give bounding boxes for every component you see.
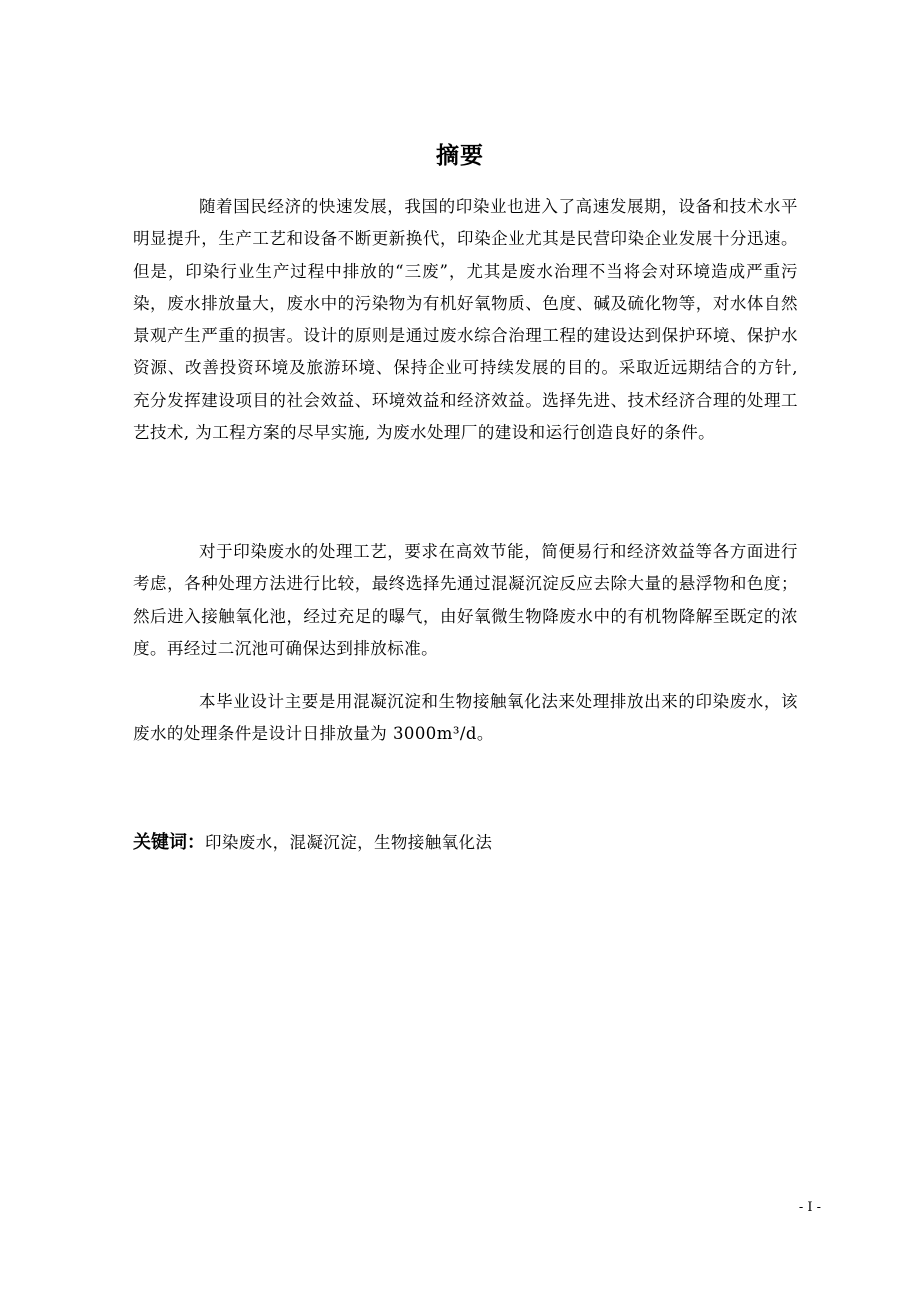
page-number: - I - [798, 1200, 821, 1215]
keywords-values: 印染废水，混凝沉淀，生物接触氧化法 [205, 833, 493, 852]
abstract-paragraph-2: 对于印染废水的处理工艺，要求在高效节能，简便易行和经济效益等各方面进行考虑，各种处理方法进行比较，最终选择先通过混凝沉淀反应去除大量的悬浮物和色度；然后进入接触氧化池，经过充足的曝气，由好氧微生物降废水中的有机物降解至既定的浓度。再经过二沉池可确保达到排放标准。 [133, 542, 798, 658]
keywords-label: 关键词： [133, 832, 205, 853]
abstract-paragraph-3: 本毕业设计主要是用混凝沉淀和生物接触氧化法来处理排放出来的印染废水，该废水的处理条件是设计日排放量为 3000m³/d。 [133, 692, 798, 744]
keywords-line [133, 827, 492, 859]
abstract-paragraph-1: 随着国民经济的快速发展，我国的印染业也进入了高速发展期，设备和技术水平明显提升，生产工艺和设备不断更新换代，印染企业尤其是民营印染企业发展十分迅速。但是，印染行业生产过程中排放的“三废”，尤其是废水治理不当将会对环境造成严重污染，废水排放量大，废水中的污染物为有机好氧物质、色度、碱及硫化物等，对水体自然景观产生严重的损害。设计的原则是通过废水综合治理工程的建设达到保护环境、保护水资源、改善投资环境及旅游环境、保持企业可持续发展的目的。采取近远期结合的方针, 充分发挥建设项目的社会效益、环境效益和经济效益。选择先进、技术经济合理的处理工艺技术, 为工程方案的尽早实施, 为废水处理厂的建设和运行创造良好的条件。 [133, 197, 798, 443]
page-title: 摘要 [436, 143, 484, 169]
